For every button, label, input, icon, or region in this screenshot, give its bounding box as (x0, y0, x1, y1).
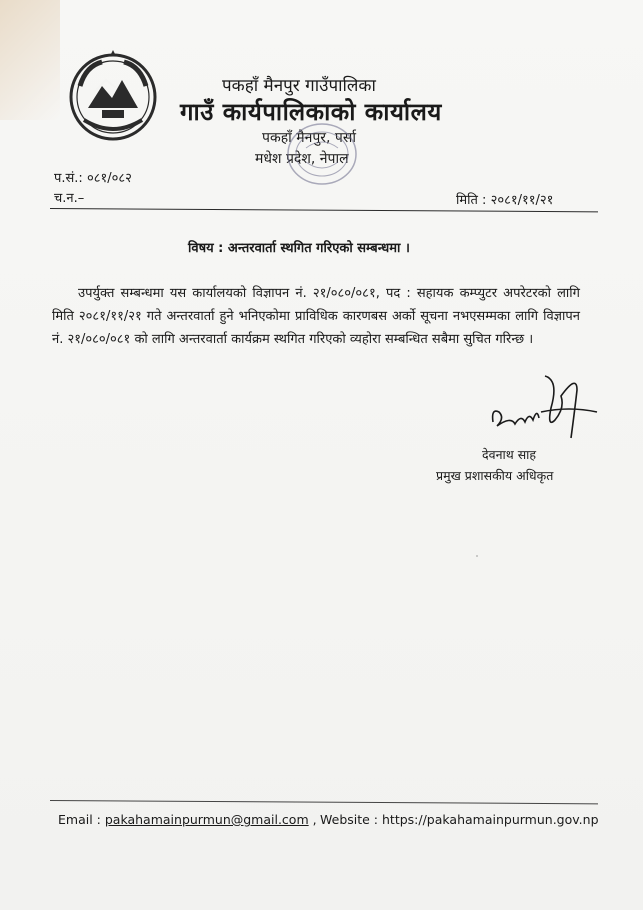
email-link[interactable]: pakahamainpurmun@gmail.com (104, 812, 309, 827)
letter-body: उपर्युक्त सम्बन्धमा यस कार्यालयको विज्ञापन नं. २१/०८०/०८१, पद : सहायक कम्प्युटर अपरेटरको लागि मिति २०८१/११/२१ गते अन्तरवार्ता हुने भनिएकोमा प्राविधिक कारणबस अर्को सूचना नभएसम्मका लागि विज्ञापन नं. २१/०८०/०८१ को लागि अन्तरवार्ता कार्यक्रम स्थगित गरिएको व्यहोरा सम्बन्धित सबैमा सुचित गरिन्छ । (52, 286, 580, 347)
paper-speck (476, 555, 478, 557)
website-label: Website : (320, 812, 379, 827)
email-label: Email : (58, 812, 101, 827)
office-title: गाउँ कार्यपालिकाको कार्यालय (180, 98, 442, 126)
handwritten-signature-icon (485, 368, 605, 448)
paper-fold-shadow (0, 0, 60, 120)
address-line-1: पकहाँ मैनपुर, पर्सा (262, 130, 356, 146)
email-suffix: , (312, 812, 317, 827)
signatory-title: प्रमुख प्रशासकीय अधिकृत (436, 468, 554, 483)
office-name: पकहाँ मैनपुर गाउँपालिका (222, 76, 376, 96)
letter-subject: विषय : अन्तरवार्ता स्थगित गरिएको सम्बन्धमा । (188, 241, 410, 256)
footer-website (320, 812, 599, 827)
address-line-2: मधेश प्रदेश, नेपाल (255, 151, 349, 167)
office-stamp-icon (272, 118, 372, 190)
footer-divider (50, 800, 598, 804)
signatory-name: देवनाथ साह (482, 447, 537, 462)
website-link[interactable]: https://pakahamainpurmun.gov.np (382, 812, 599, 827)
letter-date: मिति : २०८१/११/२१ (456, 193, 554, 208)
footer-email (58, 812, 317, 827)
government-emblem-icon (66, 50, 160, 144)
dispatch-number: च.न.– (54, 191, 85, 206)
header-divider (50, 208, 598, 212)
reference-number: प.सं.: ०८१/०८२ (54, 171, 132, 186)
